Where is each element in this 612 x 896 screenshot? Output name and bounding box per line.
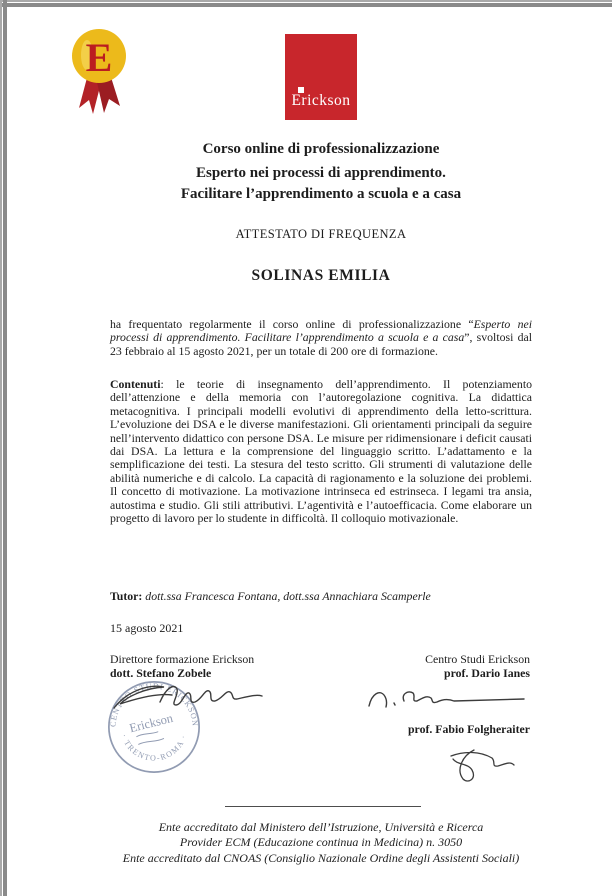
stamp-arc-top-text: CENTRO STUDI ERICKSON bbox=[108, 681, 200, 728]
stefano-zobele-signature bbox=[110, 678, 268, 721]
signer-right-role: Centro Studi Erickson bbox=[425, 652, 530, 666]
logo-text: Erickson bbox=[291, 92, 351, 109]
tutor-names: dott.ssa Francesca Fontana, dott.ssa Annachiara Scamperle bbox=[142, 589, 431, 603]
signer-right-name: prof. Dario Ianes bbox=[444, 665, 530, 680]
contents-paragraph bbox=[110, 378, 532, 525]
medal-letter: E bbox=[85, 35, 113, 80]
page-border-left-inner bbox=[3, 0, 7, 896]
recipient-name: SOLINAS EMILIA bbox=[251, 267, 391, 284]
svg-text:· TRENTO-ROMA · bbox=[119, 733, 188, 763]
accreditation-footer bbox=[60, 820, 582, 866]
course-title-line-1: Esperto nei processi di apprendimento. bbox=[196, 165, 446, 181]
stamp-center-text: Erickson bbox=[127, 710, 175, 736]
footer-line-1: Ente accreditato dal Ministero dell’Istruzione, Università e Ricerca bbox=[158, 820, 484, 834]
page-border-top-outer bbox=[0, 0, 612, 2]
footer-divider bbox=[225, 806, 421, 807]
stamp-motto-squiggle bbox=[137, 732, 164, 744]
signer-right-name-2: prof. Fabio Folgheraiter bbox=[408, 722, 530, 736]
signer-left-name: dott. Stefano Zobele bbox=[110, 665, 212, 680]
page-border-left-outer bbox=[0, 0, 2, 896]
stamp-arc-bottom-text: · TRENTO-ROMA · bbox=[119, 733, 189, 763]
signature-block-right bbox=[300, 653, 530, 681]
course-title-line-2: Facilitare l’apprendimento a scuola e a casa bbox=[180, 185, 462, 202]
dario-ianes-signature bbox=[364, 686, 532, 717]
page-border-top-inner bbox=[0, 3, 612, 7]
attendance-text-pre: ha frequentato regolarmente il corso online di professionalizzazione “ bbox=[110, 317, 474, 331]
award-medal-icon bbox=[62, 26, 136, 123]
footer-line-3: Ente accreditato dal CNOAS (Consiglio Nazionale Ordine degli Assistenti Sociali) bbox=[122, 850, 520, 865]
erickson-logo bbox=[285, 34, 357, 120]
attendance-course-name: Esperto nei processi di apprendimento. Facilitare l’apprendimento a scuola e a casa bbox=[110, 317, 532, 345]
tutor-label: Tutor: bbox=[110, 589, 143, 603]
certificate-type: ATTESTATO DI FREQUENZA bbox=[235, 227, 407, 241]
course-type-title: Corso online di professionalizzazione bbox=[202, 141, 440, 157]
signer-left-role: Direttore formazione Erickson bbox=[110, 652, 255, 666]
fabio-folgheraiter-signature bbox=[444, 744, 518, 789]
certificate-header bbox=[110, 139, 532, 204]
contents-text: : le teorie di insegnamento dell’apprendimento. Il potenziamento dell’attenzione e della memoria con l’autoregolazione cognitiva. La didattica metacognitiva. I principali modelli evolutivi di apprendimento della letto-scrittura. L’evoluzione dei DSA e le diverse manifestazioni. Gli orientamenti principali da seguire nell’intervento didattico con persone DSA. Le misure per ridimensionare i deficit causati dai DSA. La lettura e la comprensione del linguaggio scritto. L’adattamento e la semplificazione dei testi. La stesura del testo scritto. Gli strumenti di valutazione delle abilità numeriche e di calcolo. La capacità di ragionamento e la soluzione dei problemi. Il concetto di motivazione. La motivazione intrinseca ed estrinseca. I legami tra ansia, autostima e studio. Gli stili attributivi. L’agentività e l’autoefficacia. Come elaborare un progetto di lavoro per lo studente in difficoltà. Il colloquio motivazionale. bbox=[110, 377, 532, 526]
footer-line-2: Provider ECM (Educazione continua in Medicina) n. 3050 bbox=[179, 835, 463, 850]
attendance-paragraph bbox=[110, 318, 532, 358]
contents-label: Contenuti bbox=[110, 377, 161, 391]
attendance-text-post: ”, svoltosi dal 23 febbraio al 15 agosto 2021, per un totale di 200 ore di formazione. bbox=[110, 330, 532, 358]
tutor-line bbox=[110, 589, 532, 604]
certificate-date: 15 agosto 2021 bbox=[110, 621, 184, 635]
